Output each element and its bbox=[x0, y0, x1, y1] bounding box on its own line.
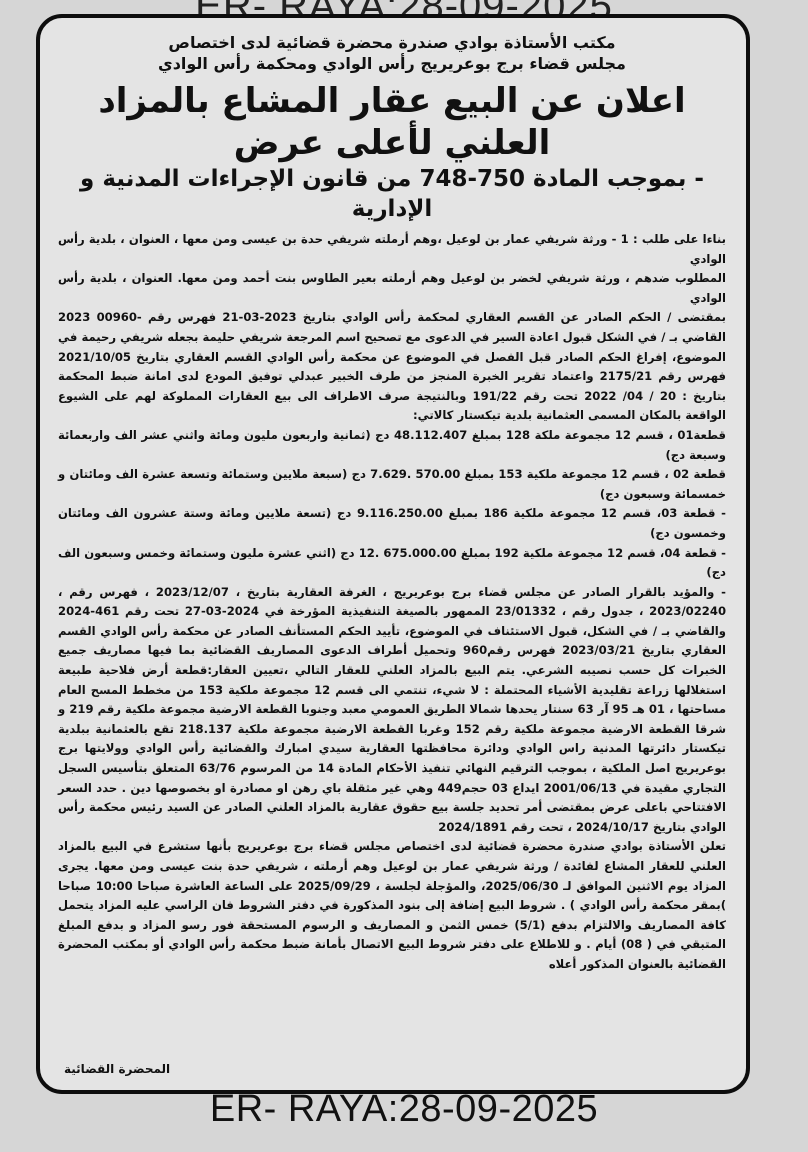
notice-title: اعلان عن البيع عقار المشاع بالمزاد العلني لأعلى عرض bbox=[98, 81, 686, 163]
paragraph-defendants: المطلوب ضدهم ، ورثة شريفي لخضر بن لوعيل وهم أرملته بعير الطاوس بنت أحمد ومن معها. العنوان ، بلدية رأس الوادي bbox=[58, 271, 726, 305]
notice-body bbox=[58, 32, 726, 975]
paragraph-auction: تعلن الأستاذة بوادي صندرة محضرة قضائية لدى اختصاص مجلس قضاء برج بوعريريج بأنها ستشرع في البيع بالمزاد العلني للعقار المشاع لفائدة / ورثة شريفي عمار بن لوعيل وهم أرملته ، شريفي حدة بنت عيسى ومن معها. يجرى المزاد يوم الاثنين الموافق لـ 2025/06/30، والمؤجلة لجلسة ، 2025/09/29 على الساعة العاشرة صباحا 10:00 صباحا )بمقر محكمة رأس الوادي ) . شروط البيع إضافة إلى بنود المذكورة في دفتر الشروط فان الراسي عليه المزاد يتحمل كافة المصاريف والالتزام بدفع (5/1) خمس الثمن و المصاريف و الرسوم المستحقة فور رسو المزاد و بدفع المبلغ المتبقي في ( 08) أيام . و للاطلاع على دفتر شروط البيع الاتصال بأمانة ضبط محكمة رأس الوادي أو بمكتب المحضرة القضائية بالعنوان المذكور أعلاه bbox=[58, 839, 727, 971]
council-line: مجلس قضاء برج بوعريريج رأس الوادي ومحكمة رأس الوادي bbox=[158, 54, 626, 73]
paragraph-judgment: بمقتضى / الحكم الصادر عن القسم العقاري لمحكمة رأس الوادي بتاريخ 2023-03-21 فهرس رقم -00960 2023 القاضي بـ / في الشكل قبول اعادة السير في الدعوى مع تصحيح اسم المرجعة شريفي حليمة بجعله شريفي رحيمة في الموضوع، إفراغ الحكم الصادر قبل الفصل في الموضوع عن محكمة رأس الوادي القسم العقاري بتاريخ 2021/10/05 فهرس رقم 2175/21 واعتماد تقرير الخبرة المنجز من طرف الخبير عبدلي توفيق المودع لدى امانة ضبط المحكمة بتاريخ : 20 / 04/ 2022 تحت رقم 191/22 وبالنتيجة صرف الاطراف الى بيع العقارات المملوكة لهم على الشيوع الواقعة بالمكان المسمى العثمانية بلدية تيكستار كالاتي: bbox=[58, 310, 727, 423]
paragraph-plot-1: قطعة01 ، قسم 12 مجموعة ملكة 128 بمبلغ 48.112.407 دج (ثمانية واربعون مليون ومائة واثني عشر الف واربعمائة وسبعة دج) bbox=[58, 427, 726, 462]
paragraph-plot-3: - قطعة 03، قسم 12 مجموعة ملكية 186 بمبلغ 9.116.250.00 دج (تسعة ملايين ومائة وستة عشرون الف ومائتان وخمسون دج) bbox=[58, 506, 726, 540]
paragraph-ruling: - والمؤيد بالقرار الصادر عن مجلس قضاء برج بوعريريج ، الغرفة العقارية بتاريخ ، 2023/12/07 ، فهرس رقم ، 2023/02240 ، جدول رقم ، 23/01332 الممهور بالصيغة التنفيذية المؤرخة في 2024-03-27 تحت رقم 461-2024 والقاضي بـ / في الشكل، قبول الاستئناف في الموضوع، تأييد الحكم المستأنف الصادر عن محكمة رأس الوادي القسم العقاري بتاريخ 2023/03/21 فهرس رقم960 وتحميل أطراف الدعوى المصاريف القضائية بما فيها مصاريف جميع الخبرات كل حسب نصيبه الشرعي. يتم البيع بالمزاد العلني للعقار التالي ،تعيين العقار:قطعة أرض فلاحية طبيعة استغلالها زراعة تقليدية الأشياء المحتملة : لا شيء، تنتمي الى قسم 12 مجموعة ملكية 153 من مخطط المسح العام مساحتها ، 01 هـ 95 آر 63 سنتار يحدها شمالا الطريق العمومي معبد وجنوبا القطعة الارضية مجموعة ملكية رقم 219 و شرقا القطعة الارضية مجموعة ملكية رقم 152 وغربا القطعة الارضية مجموعة ملكية 218.137 تقع بالعثمانية ببلدية تيكستار دائرتها المدنية راس الوادي ودائرة محافظتها العقارية سيدي امبارك والقضائية رأس الوادي وولايتها برج بوعريريج اصل الملكية ، بموجب الترقيم النهائي تنفيذ الأحكام المادة 14 من المرسوم 63/76 المتعلق بتأسيس السجل التجاري مقيدة في 2001/06/13 ايداع 03 حجم449 وهي غير مثقلة باي رهن او مصادرة او بخصوصها دين . حدد السعر الافتتاحي باعلى عرض بمقتضى أمر تحديد جلسة بيع حقوق عقارية بالمزاد العلني الصادر عن السيد رئيس محكمة رأس الوادي بتاريخ 2024/10/17 ، تحت رقم 2024/1891 bbox=[58, 584, 727, 834]
office-line: مكتب الأستاذة بوادي صندرة محضرة قضائية لدى اختصاص bbox=[168, 33, 616, 52]
notice-subtitle: - بموجب المادة 750-748 من قانون الإجراءات المدنية و الإدارية bbox=[80, 166, 704, 222]
paragraph-plot-2: قطعة 02 ، قسم 12 مجموعة ملكية 153 بمبلغ 570.00 .7.629 دج (سبعة ملايين وستمائة وتسعة عشرة الف ومائتان و خمسمائة وسبعون دج) bbox=[58, 467, 726, 501]
paragraph-plot-4: - قطعة 04، قسم 12 مجموعة ملكية 192 بمبلغ 675.000.00 .12 دج (اثني عشرة مليون وستمائة وخمس وسبعون الف دج) bbox=[58, 545, 726, 580]
signature-bailiff: المحضرة القضائية bbox=[64, 1062, 171, 1076]
paragraph-requester: بناءا على طلب : 1 - ورثة شريفي عمار بن لوعيل ،وهم أرملته شريفي حدة بن عيسى ومن معها ، العنوان ، بلدية رأس الوادي bbox=[58, 232, 726, 266]
footer-newspaper-tag: ER- RAYA:28-09-2025 bbox=[209, 1088, 599, 1130]
